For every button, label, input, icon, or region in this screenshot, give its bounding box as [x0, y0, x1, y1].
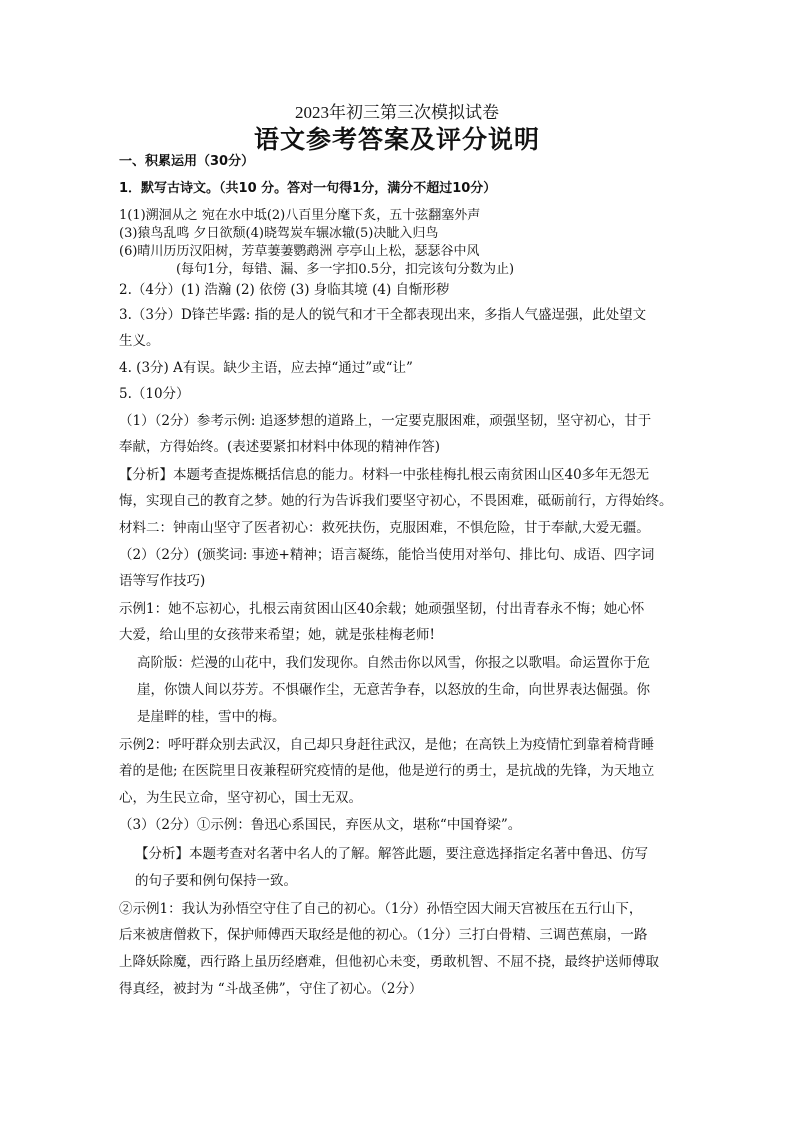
- analysis-line: 材料二：钟南山坚守了医者初心：救死扶伤，克服困难，不惧危险，甘于奉献,大爱无疆。: [119, 520, 650, 536]
- question-5-part3: （3）（2分）①示例：鲁迅心系国民，弃医从文，堪称“中国脊梁”。: [119, 817, 522, 833]
- question-5-part1-line: （1）（2分）参考示例: 追逐梦想的道路上，一定要克服困难，顽强坚韧，坚守初心，甘于: [119, 413, 652, 429]
- example-2-line: 心，为生民立命，坚守初心，国士无双。: [119, 790, 362, 806]
- example-3-line: 得真经，被封为 “斗战圣佛”，守住了初心。（2分）: [119, 981, 423, 997]
- question-5-part1-line: 奉献，方得始终。(表述要紧扣材料中体现的精神作答): [119, 439, 441, 455]
- analysis-line: 的句子要和例句保持一致。: [135, 873, 297, 889]
- section-heading: 一、积累运用（30分）: [119, 154, 255, 169]
- question-5-part2-line: （2）（2分）(颁奖词: 事迹+精神；语言凝练，能恰当使用对举句、排比句、成语、四字词: [119, 547, 655, 563]
- example-3-line: 上降妖除魔，西行路上虽历经磨难，但他初心未变，勇敢机智、不屈不挠，最终护送师傅取: [119, 954, 659, 970]
- question-1-answer-line: (3)猿鸟乱鸣 夕日欲颓(4)晓驾炭车辗冰辙(5)决眦入归鸟: [119, 226, 439, 241]
- example-3-line: 后来被唐僧救下，保护师傅西天取经是他的初心。（1分）三打白骨精、三调芭蕉扇，一路: [119, 927, 648, 943]
- analysis-line: 悔，实现自己的教育之梦。她的行为告诉我们要坚守初心，不畏困难，砥砺前行，方得始终。: [119, 493, 673, 509]
- example-1-line: 示例1：她不忘初心，扎根云南贫困山区40余载；她顽强坚韧，付出青春永不悔；她心怀: [119, 601, 645, 617]
- advanced-example-line: 高阶版：烂漫的山花中，我们发现你。自然击你以风雪，你报之以歌唱。命运置你于危: [137, 655, 650, 671]
- advanced-example-line: 崖，你馈人间以芬芳。不惧碾作尘，无意苦争春，以怒放的生命，向世界表达倔强。你: [137, 682, 650, 698]
- question-1-title: 1．默写古诗文。（共10 分。答对一句得1分，满分不超过10分）: [119, 181, 497, 196]
- question-3-answer-line: 3.（3分）D锋芒毕露: 指的是人的锐气和才干全都表现出来，多指人气盛逞强，此处望文: [119, 307, 647, 323]
- analysis-line: 【分析】本题考查对名著中名人的了解。解答此题，要注意选择指定名著中鲁迅、仿写: [135, 846, 648, 862]
- question-1-answer-line: (6)晴川历历汉阳树，芳草萋萋鹦鹉洲 亭亭山上松，瑟瑟谷中风: [119, 244, 480, 259]
- example-2-line: 示例2：呼吁群众别去武汉，自己却只身赶往武汉，是他；在高铁上为疫情忙到靠着椅背睡: [119, 737, 655, 753]
- answer-key-title: 语文参考答案及评分说明: [253, 125, 540, 154]
- analysis-line: 【分析】本题考查提炼概括信息的能力。材料一中张桂梅扎根云南贫困山区40多年无怨无: [119, 467, 650, 483]
- question-5-part2-line: 语等写作技巧): [119, 573, 206, 589]
- question-2-answer: 2.（4分）(1) 浩瀚 (2) 依傍 (3) 身临其境 (4) 自惭形秽: [119, 282, 450, 298]
- question-3-answer-line: 生义。: [119, 333, 160, 349]
- question-5-title: 5.（10分）: [119, 386, 190, 402]
- question-1-scoring-note: (每句1分，每错、漏、多一字扣0.5分，扣完该句分数为止): [176, 262, 515, 277]
- advanced-example-line: 是崖畔的桂，雪中的梅。: [137, 709, 286, 725]
- example-3-line: ②示例1：我认为孙悟空守住了自己的初心。（1分）孙悟空因大闹天宫被压在五行山下，: [119, 901, 643, 917]
- example-1-line: 大爱，给山里的女孩带来希望；她，就是张桂梅老师!: [119, 627, 435, 643]
- exam-title: 2023年初三第三次模拟试卷: [295, 103, 499, 122]
- question-4-answer: 4. (3分) A有误。缺少主语，应去掉“通过”或“让”: [119, 360, 413, 376]
- question-1-answer-line: 1(1)溯洄从之 宛在水中坻(2)八百里分麾下炙，五十弦翻塞外声: [119, 208, 481, 223]
- example-2-line: 着的是他; 在医院里日夜兼程研究疫情的是他，他是逆行的勇士，是抗战的先锋，为天地立: [119, 763, 655, 779]
